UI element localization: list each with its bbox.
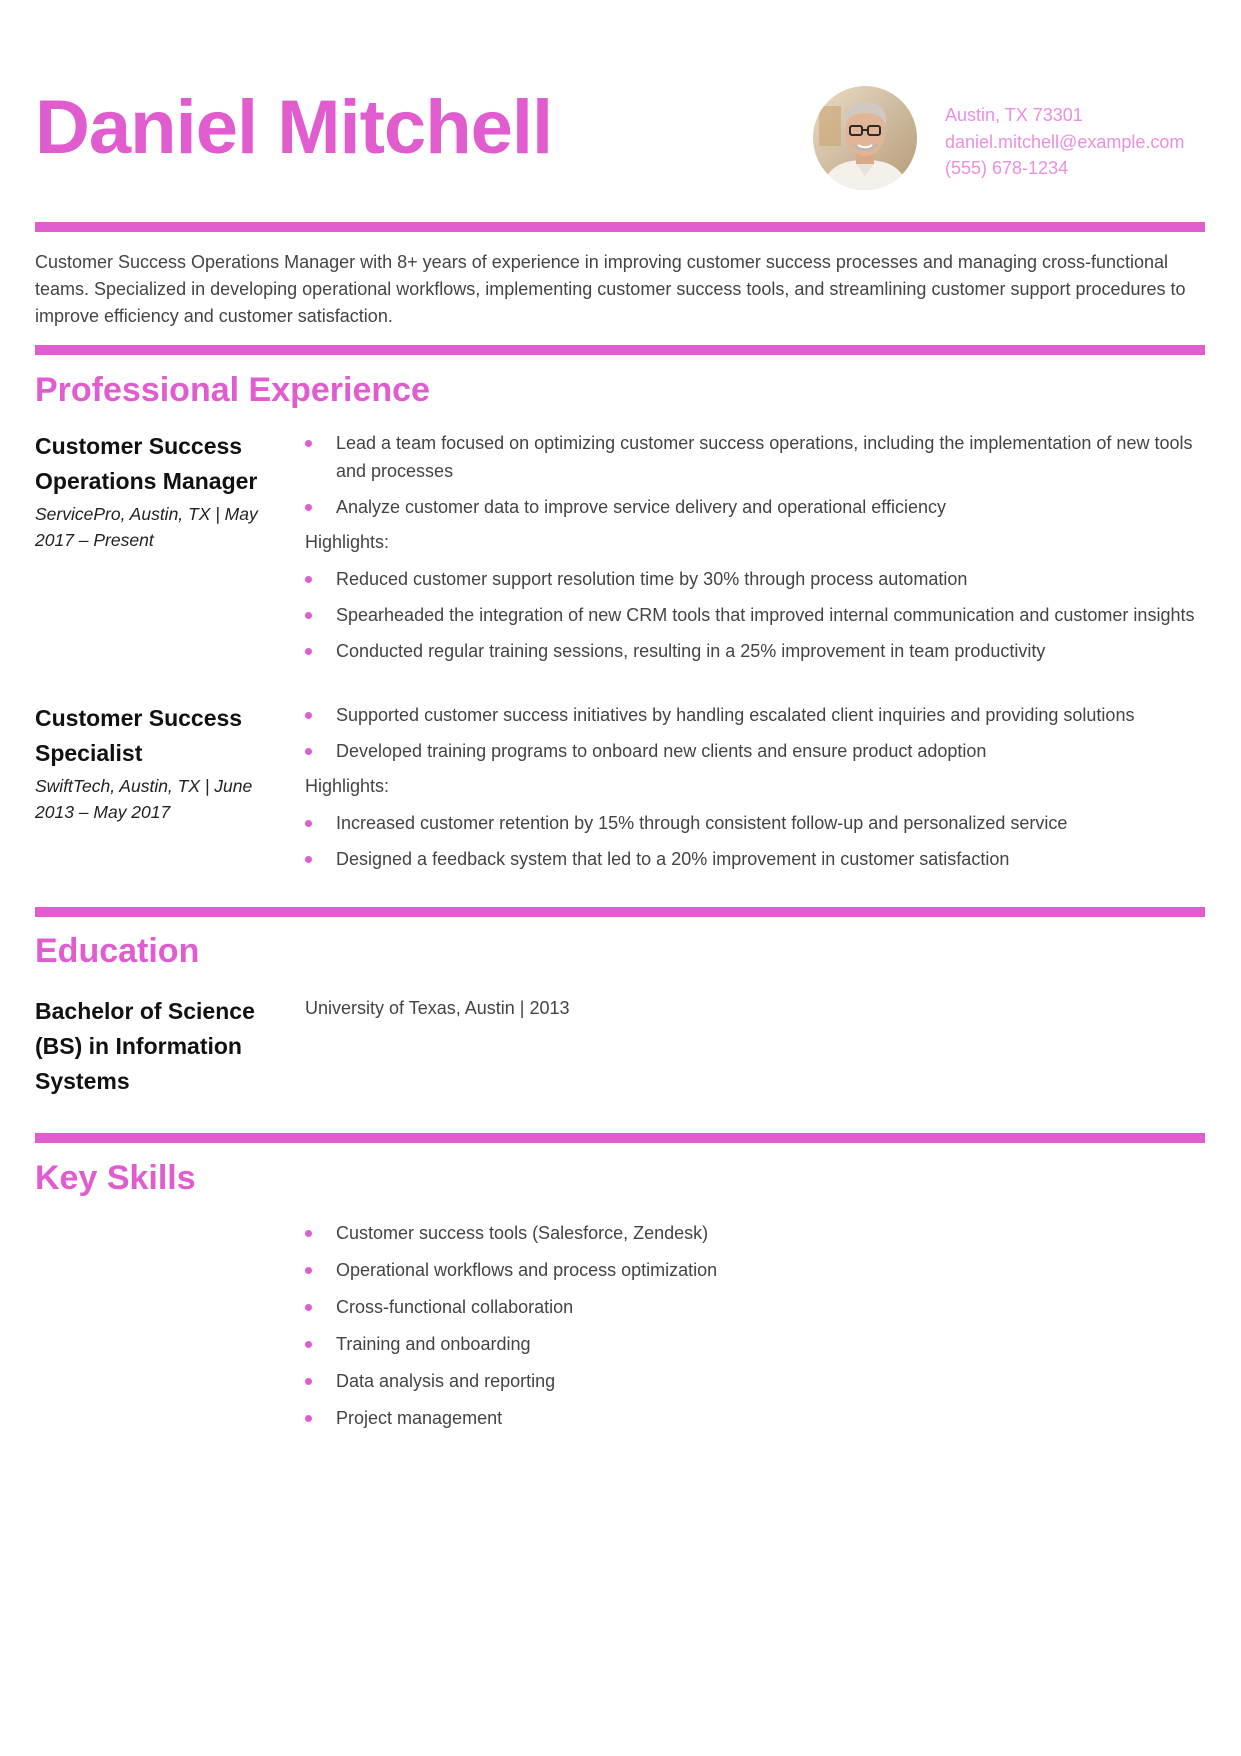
contact-location: Austin, TX 73301 [945, 105, 1083, 125]
highlights-label: Highlights: [305, 776, 390, 796]
highlights-label: Highlights: [305, 532, 390, 552]
list-item: Customer success tools (Salesforce, Zendesk) [305, 1219, 1205, 1247]
list-item: Operational workflows and process optimization [305, 1256, 1205, 1284]
list-item: Spearheaded the integration of new CRM tools that improved internal communication and customer insights [305, 601, 1205, 629]
list-item: Project management [305, 1404, 1205, 1432]
list-item: Increased customer retention by 15% through consistent follow-up and personalized service [305, 809, 1205, 837]
list-item: Developed training programs to onboard new clients and ensure product adoption [305, 737, 1205, 765]
section-title-skills: Key Skills [35, 1159, 196, 1197]
list-item: Analyze customer data to improve service delivery and operational efficiency [305, 493, 1205, 521]
contact-info [945, 102, 1184, 182]
list-item: Training and onboarding [305, 1330, 1205, 1358]
avatar [813, 86, 917, 190]
highlights-list [305, 565, 1205, 665]
section-title-experience: Professional Experience [35, 371, 430, 409]
job-bullets [305, 429, 1205, 521]
job-details [305, 701, 1205, 881]
job-header [35, 701, 275, 825]
list-item: Supported customer success initiatives by handling escalated client inquiries and providing solutions [305, 701, 1205, 729]
skills-list [305, 1219, 1205, 1441]
section-title-education: Education [35, 932, 200, 970]
summary-text: Customer Success Operations Manager with 8+ years of experience in improving customer success processes and managing cross-functional teams. Specialized in developing operational workflows, implementing customer success tools, and streamlining customer support procedures to improve efficiency and customer satisfaction. [35, 252, 1186, 326]
list-item: Reduced customer support resolution time by 30% through process automation [305, 565, 1205, 593]
divider [35, 345, 1205, 355]
list-item: Cross-functional collaboration [305, 1293, 1205, 1321]
job-bullets [305, 701, 1205, 765]
degree-title: Bachelor of Science (BS) in Information Systems [35, 998, 255, 1094]
job-header [35, 429, 275, 553]
resume-header [35, 80, 1205, 200]
contact-email[interactable]: daniel.mitchell@example.com [945, 131, 1185, 152]
highlights-list [305, 809, 1205, 873]
job-title: Customer Success Specialist [35, 705, 243, 766]
job-details [305, 429, 1205, 673]
job-title: Customer Success Operations Manager [35, 433, 258, 494]
contact-phone[interactable]: (555) 678-1234 [945, 158, 1069, 178]
job-meta: SwiftTech, Austin, TX | June 2013 – May 2017 [35, 776, 253, 822]
school-info: University of Texas, Austin | 2013 [305, 998, 570, 1018]
candidate-name: Daniel Mitchell [35, 85, 553, 170]
list-item: Data analysis and reporting [305, 1367, 1205, 1395]
list-item: Designed a feedback system that led to a 20% improvement in customer satisfaction [305, 845, 1205, 873]
list-item: Lead a team focused on optimizing customer success operations, including the implementation of new tools and processes [305, 429, 1205, 485]
list-item: Conducted regular training sessions, resulting in a 25% improvement in team productivity [305, 637, 1205, 665]
divider [35, 222, 1205, 232]
profile-photo-icon [813, 86, 917, 190]
divider [35, 1133, 1205, 1143]
divider [35, 907, 1205, 917]
job-meta: ServicePro, Austin, TX | May 2017 – Present [35, 504, 258, 550]
